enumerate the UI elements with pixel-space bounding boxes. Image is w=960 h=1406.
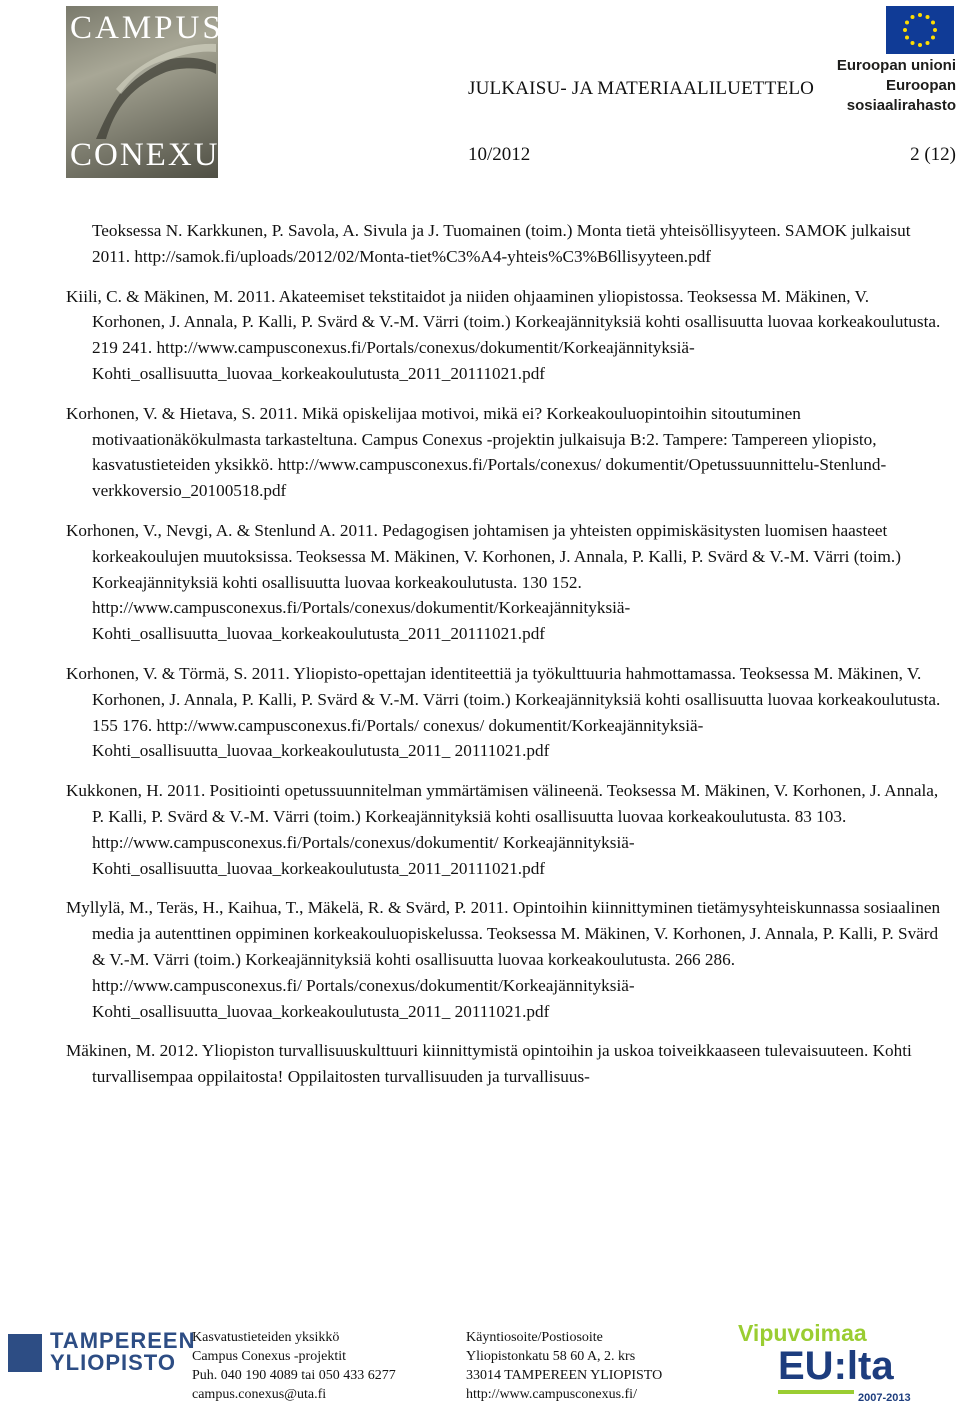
page-footer <box>0 1318 960 1406</box>
logo-text-bottom: CONEXUS <box>70 137 240 173</box>
eu-flag-icon <box>886 6 954 54</box>
reference-entry: Korhonen, V. & Törmä, S. 2011. Yliopisto-opettajan identiteettiä ja työkulttuuria hahmottamassa. Teoksessa M. Mäkinen, V. Korhonen, J. Annala, P. Kalli, P. Svärd & V.-M. Värri (toim.) Korkeajännityksiä kohti osallisuutta luovaa korkeakoulutusta. 155 176. http://www.campusconexus.fi/Portals/ conexus/ dokumentit/Korkeajännityksiä-Kohti_osallisuutta_luovaa_korkeakoulutusta_2011_ 20111021.pdf <box>66 663 941 761</box>
reference-list <box>66 218 946 1104</box>
reference-entry: Mäkinen, M. 2012. Yliopiston turvallisuuskulttuuri kiinnittymistä opintoihin ja uskoa toiveikkaaseen tulevaisuuteen. Kohti turvallisempaa oppilaitosta! Oppilaitosten turvallisuuden ja turvallisuus- <box>66 1041 912 1087</box>
reference-entry: Korhonen, V. & Hietava, S. 2011. Mikä opiskelijaa motivoi, mikä ei? Korkeakouluopintoihin sitoutuminen motivaationäkökulmasta tarkasteltuna. Campus Conexus -projektin julkaisuja B:2. Tampere: Tampereen yliopisto, kasvatustieteiden yksikkö. http://www.campusconexus.fi/Portals/conexus/ dokumentit/Opetussuunnittelu-Stenlund-verkkoversio_20100518.pdf <box>66 403 887 501</box>
university-name <box>50 1330 196 1374</box>
university-emblem-icon <box>8 1334 42 1372</box>
footer-url: http://www.campusconexus.fi/ <box>466 1387 637 1402</box>
university-line-1: TAMPEREEN <box>50 1328 196 1353</box>
header-date: 10/2012 <box>468 144 531 165</box>
footer-line: Käyntiosoite/Postiosoite <box>466 1330 603 1345</box>
footer-contact-address <box>466 1328 662 1404</box>
reference-entry: Teoksessa N. Karkkunen, P. Savola, A. Sivula ja J. Tuomainen (toim.) Monta tietä yhteisöllisyyteen. SAMOK julkaisut 2011. http://samok.fi/uploads/2012/02/Monta-tiet%C3%A4-yhteis%C3%B6llisyyteen.pdf <box>92 221 911 266</box>
page-number: 2 (12) <box>910 144 956 165</box>
footer-line: Kasvatustieteiden yksikkö <box>192 1330 340 1345</box>
reference-entry: Kukkonen, H. 2011. Positiointi opetussuunnitelman ymmärtämisen välineenä. Teoksessa M. Mäkinen, V. Korhonen, J. Annala, P. Kalli, P. Svärd & V.-M. Värri (toim.) Korkeajännityksiä kohti osallisuutta luovaa korkeakoulutusta. 83 103. http://www.campusconexus.fi/Portals/conexus/dokumentit/ Korkeajännityksiä-Kohti_osallisuutta_luovaa_korkeakoulutusta_2011_20111021.pdf <box>66 781 939 878</box>
vipuvoimaa-eu-logo <box>738 1320 944 1406</box>
eu-line-2: Euroopan sosiaalirahasto <box>846 77 956 114</box>
hand-image-icon <box>66 44 218 144</box>
footer-line: Yliopistonkatu 58 60 A, 2. krs <box>466 1349 636 1364</box>
footer-line: 33014 TAMPEREEN YLIOPISTO <box>466 1368 663 1383</box>
logo-text-top: CAMPUS <box>70 10 224 46</box>
eu-line-1: Euroopan unioni <box>836 57 956 74</box>
vipuvoimaa-text: Vipuvoimaa <box>738 1320 867 1346</box>
years-text: 2007-2013 <box>858 1392 911 1404</box>
publication-title: JULKAISU- JA MATERIAALILUETTELO <box>468 78 815 99</box>
reference-entry: Myllylä, M., Teräs, H., Kaihua, T., Mäkelä, R. & Svärd, P. 2011. Opintoihin kiinnittyminen tietämysyhteiskunnassa sosiaalinen media ja autenttinen oppiminen korkeakouluopiskelussa. Teoksessa M. Mäkinen, V. Korhonen, J. Annala, P. Kalli, P. Svärd & V.-M. Värri (toim.) Korkeajännityksiä kohti osallisuutta luovaa korkeakoulutusta. 266 286. http://www.campusconexus.fi/ Portals/conexus/dokumentit/Korkeajännityksiä-Kohti_osallisuutta_luovaa_korkeakoulutusta_2011_ 20111021.pdf <box>66 898 941 1021</box>
university-line-2: YLIOPISTO <box>50 1350 176 1375</box>
reference-entry: Kiili, C. & Mäkinen, M. 2011. Akateemiset tekstitaidot ja niiden ohjaaminen yliopistossa. Teoksessa M. Mäkinen, V. Korhonen, J. Annala, P. Kalli, P. Svärd & V.-M. Värri (toim.) Korkeajännityksiä kohti osallisuutta luovaa korkeakoulutusta. 219 241. http://www.campusconexus.fi/Portals/conexus/dokumentit/Korkeajännityksiä-Kohti_osallisuutta_luovaa_korkeakoulutusta_2011_20111021.pdf <box>66 286 941 383</box>
footer-line: Campus Conexus -projektit <box>192 1349 346 1364</box>
footer-email: campus.conexus@uta.fi <box>192 1387 327 1402</box>
eu-funding-text <box>796 56 956 116</box>
logo-bar <box>778 1390 854 1394</box>
footer-line: Puh. 040 190 4089 tai 050 433 6277 <box>192 1368 396 1383</box>
tampere-university-logo <box>8 1328 196 1380</box>
footer-contact-unit <box>192 1328 396 1404</box>
campus-conexus-logo <box>66 6 240 178</box>
reference-entry: Korhonen, V., Nevgi, A. & Stenlund A. 2011. Pedagogisen johtamisen ja yhteisten oppimiskäsitysten luomisen haasteet korkeakoulujen muutoksissa. Teoksessa M. Mäkinen, V. Korhonen, J. Annala, P. Kalli, P. Svärd & V.-M. Värri (toim.) Korkeajännityksiä kohti osallisuutta luovaa korkeakoulutusta. 130 152. http://www.campusconexus.fi/Portals/conexus/dokumentit/Korkeajännityksiä-Kohti_osallisuutta_luovaa_korkeakoulutusta_2011_20111021.pdf <box>66 520 901 644</box>
eulta-text: EU:lta <box>778 1344 894 1388</box>
